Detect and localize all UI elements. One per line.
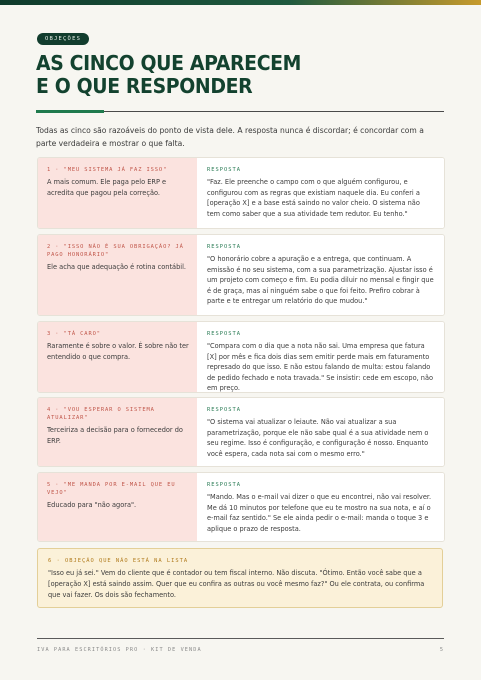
response-panel (197, 398, 444, 466)
response-label: RESPOSTA (207, 167, 241, 173)
top-accent-bar (0, 0, 481, 5)
response-label: RESPOSTA (207, 244, 241, 250)
response-label: RESPOSTA (207, 482, 241, 488)
objection-text: Educado para "não agora". (47, 501, 137, 509)
intro-paragraph: Todas as cinco são razoáveis do ponto de vista dele. A resposta nunca é discordar; é concordar com a parte verdadeira e mostrar o que falta. (36, 126, 424, 148)
response-text: "Compara com o dia que a nota não sai. Uma empresa que fatura [X] por mês e fica dois dias sem emitir perde mais em faturamento represado do que isso. E não estou falando de multa: estou falando de pedido fechado e nota travada." Se insistir: cede em escopo, não em preço. (207, 342, 434, 393)
objection-text: Terceiriza a decisão para o fornecedor do ERP. (47, 426, 183, 445)
objection-card-4 (37, 397, 445, 467)
response-text: "Mando. Mas o e-mail vai dizer o que eu encontrei, não vai resolver. Me dá 10 minutos por telefone que eu te mostro na sua nota, e aí o e-mail faz sentido." Se ele ainda pedir o e-mail: manda o toque 3 e aplique o prazo de resposta. (207, 493, 432, 533)
objection-text: Ele acha que adequação é rotina contábil. (47, 263, 187, 271)
response-panel (197, 235, 444, 315)
objection-panel (38, 322, 197, 392)
response-label: RESPOSTA (207, 407, 241, 413)
objection-text: A mais comum. Ele paga pelo ERP e acredita que pagou pela correção. (47, 178, 167, 197)
objection-card-5 (37, 472, 445, 542)
objection-label: 4 · "VOU ESPERAR O SISTEMA ATUALIZAR" (47, 407, 155, 421)
response-panel (197, 473, 444, 541)
response-panel (197, 322, 444, 392)
section-tag: OBJEÇÕES (37, 33, 89, 45)
response-text: "Faz. Ele preenche o campo com o que alguém configurou, e configurou com as regras que existiam naquele dia. Eu conferi a [operação X] e a base está saindo no valor cheio. O sistema não tem como saber que a sua atividade tem redutor. Eu tenho." (207, 178, 420, 218)
footer-divider (37, 638, 444, 639)
page-title-line-1: AS CINCO QUE APARECEM (36, 51, 302, 75)
extra-objection-box (37, 548, 443, 608)
objection-card-2 (37, 234, 445, 316)
extra-objection-label: 6 · OBJEÇÃO QUE NÃO ESTÁ NA LISTA (48, 558, 189, 564)
objection-label: 5 · "ME MANDA POR E-MAIL QUE EU VEJO" (47, 482, 176, 496)
objection-panel (38, 158, 197, 228)
objection-panel (38, 235, 197, 315)
page-title-line-2: E O QUE RESPONDER (36, 74, 253, 98)
objection-card-1 (37, 157, 445, 229)
objection-panel (38, 473, 197, 541)
objection-label: 3 · "TÁ CARO" (47, 331, 101, 337)
footer-title: IVA PARA ESCRITÓRIOS PRO · KIT DE VENDA (37, 647, 202, 653)
title-divider (104, 111, 444, 112)
objection-card-3 (37, 321, 445, 393)
response-text: "O sistema vai atualizar o leiaute. Não vai atualizar a sua parametrização, porque ele não sabe qual é a sua atividade nem o seu regime. Isso é configuração, e configuração é nosso. Enquanto você espera, cada nota sai com o mesmo erro." (207, 418, 429, 458)
objection-label: 2 · "ISSO NÃO É SUA OBRIGAÇÃO? JÁ PAGO HONORÁRIO" (47, 244, 184, 258)
objection-label: 1 · "MEU SISTEMA JÁ FAZ ISSO" (47, 167, 168, 173)
extra-objection-text: "Isso eu já sei." Vem do cliente que é contador ou tem fiscal interno. Não discuta. "Ótimo. Então você sabe que a [operação X] está saindo assim. Quer que eu confira as outras ou você mesmo faz?" Ou ele contrata, ou confirma que vai fazer. Os dois são fechamento. (48, 569, 425, 599)
objection-panel (38, 398, 197, 466)
title-accent-underline (36, 110, 104, 113)
response-panel (197, 158, 444, 228)
page-title (36, 52, 413, 98)
objection-text: Raramente é sobre o valor. É sobre não ter entendido o que compra. (47, 342, 189, 361)
page-number: 5 (439, 647, 443, 653)
response-text: "O honorário cobre a apuração e a entrega, que continuam. A emissão é no seu sistema, com a sua parametrização. Ajustar isso é um projeto com começo e fim. Eu podia diluir no mensal e fingir que é de graça, mas aí ninguém sabe o que foi feito. Prefiro cobrar à parte e te entregar um relatório do que mudou." (207, 255, 434, 306)
response-label: RESPOSTA (207, 331, 241, 337)
